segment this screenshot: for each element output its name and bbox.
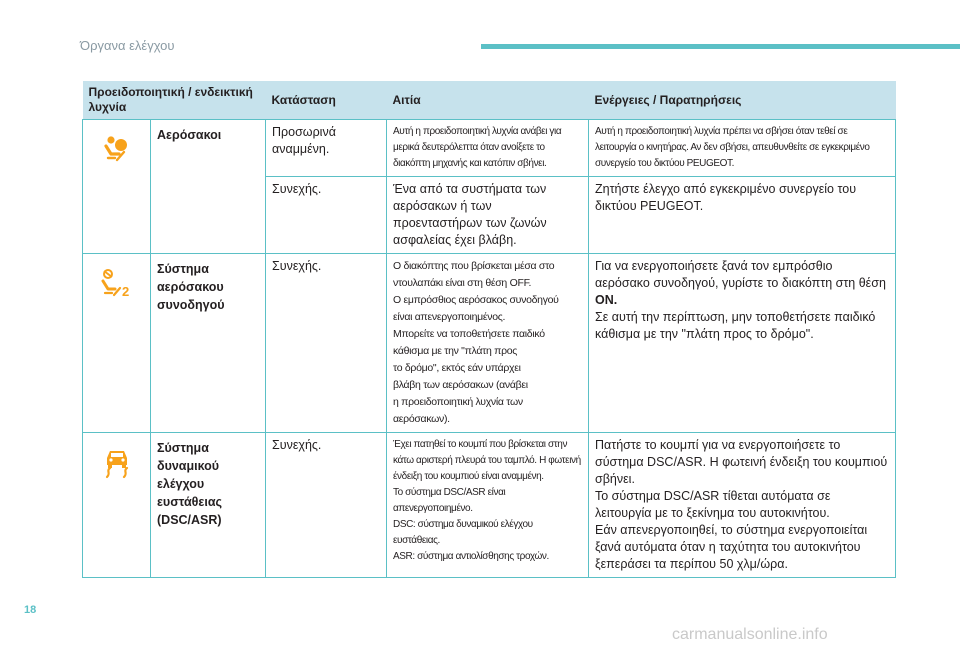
cause-line: Μπορείτε να τοποθετήσετε παιδικό bbox=[393, 328, 545, 340]
action-line: σύστημα DSC/ASR. Η φωτεινή ένδειξη του κουμπιού bbox=[595, 455, 888, 469]
cause-line: είναι απενεργοποιημένος. bbox=[393, 311, 506, 323]
header-accent-line bbox=[481, 44, 960, 49]
action-line: ON. bbox=[595, 293, 618, 307]
table-header-row bbox=[83, 81, 896, 120]
action-line: αερόσακο συνοδηγού, γυρίστε το διακόπτη στη θέση bbox=[595, 276, 886, 290]
lamp-name: Σύστημα δυναμικού ελέγχου ευστάθειας (DSC/ASR) bbox=[151, 433, 266, 578]
airbag-warning-icon bbox=[102, 153, 132, 167]
cause-line: ντουλαπάκι είναι στη θέση OFF. bbox=[393, 277, 532, 289]
page-number: 18 bbox=[24, 604, 37, 616]
cause-line: ASR: σύστημα αντιολίσθησης τροχών. bbox=[393, 551, 549, 562]
action-line: Εάν απενεργοποιηθεί, το σύστημα ενεργοποιείται bbox=[595, 523, 868, 537]
cause-line: Έχει πατηθεί το κουμπί που βρίσκεται στην bbox=[393, 439, 568, 450]
lamp-name: Σύστημα αερόσακου συνοδηγού bbox=[151, 254, 266, 433]
cause-line: κάτω αριστερή πλευρά του ταμπλό. Η φωτεινή bbox=[393, 455, 581, 466]
cause-line: το δρόμο", εκτός εάν υπάρχει bbox=[393, 362, 521, 374]
icon-cell bbox=[83, 120, 151, 254]
action-line: σβήνει. bbox=[595, 472, 635, 486]
icon-cell bbox=[83, 254, 151, 433]
icon-cell bbox=[83, 433, 151, 578]
action-line: ξανά αυτόματα όταν η ταχύτητα του αυτοκινήτου bbox=[595, 540, 861, 554]
cause-line: αερόσακων). bbox=[393, 413, 450, 425]
action-line: Πατήστε το κουμπί για να ενεργοποιήσετε το bbox=[595, 438, 841, 452]
action-cell bbox=[589, 254, 896, 433]
table-row bbox=[83, 120, 896, 177]
cause-cell bbox=[387, 433, 589, 578]
cause-cell: Ένα από τα συστήματα των αερόσακων ή των προενταστήρων των ζωνών ασφαλείας έχει βλάβη. bbox=[387, 177, 589, 254]
cause-line: κάθισμα με την "πλάτη προς bbox=[393, 345, 518, 357]
action-cell: Ζητήστε έλεγχο από εγκεκριμένο συνεργείο του δικτύου PEUGEOT. bbox=[589, 177, 896, 254]
cause-line: ένδειξη του κουμπιού είναι αναμμένη. bbox=[393, 471, 544, 482]
action-cell bbox=[589, 433, 896, 578]
cause-line: Ο διακόπτης που βρίσκεται μέσα στο bbox=[393, 260, 555, 272]
action-line: Σε αυτή την περίπτωση, μην τοποθετήσετε παιδικό bbox=[595, 310, 876, 324]
action-line: ξεπεράσει τα περίπου 50 χλμ/ώρα. bbox=[595, 557, 788, 571]
state-cell: Συνεχής. bbox=[266, 433, 387, 578]
page-section-title: Όργανα ελέγχου bbox=[80, 38, 175, 53]
table-row bbox=[83, 254, 896, 433]
watermark: carmanualsonline.info bbox=[672, 626, 828, 643]
cause-cell: Αυτή η προειδοποιητική λυχνία ανάβει για μερικά δευτερόλεπτα όταν ανοίξετε το διακόπτη μηχανής και κατόπιν σβήνει. bbox=[387, 120, 589, 177]
cause-line: DSC: σύστημα δυναμικού ελέγχου bbox=[393, 519, 533, 530]
cause-line: απενεργοποιημένο. bbox=[393, 503, 473, 514]
cause-line: Ο εμπρόσθιος αερόσακος συνοδηγού bbox=[393, 294, 559, 306]
action-line: κάθισμα με την "πλάτη προς το δρόμο". bbox=[595, 327, 814, 341]
state-cell: Συνεχής. bbox=[266, 177, 387, 254]
table-row bbox=[83, 433, 896, 578]
cause-line: βλάβη των αερόσακων (ανάβει bbox=[393, 379, 528, 391]
action-line: Για να ενεργοποιήσετε ξανά τον εμπρόσθιο bbox=[595, 259, 833, 273]
action-cell: Αυτή η προειδοποιητική λυχνία πρέπει να σβήσει όταν τεθεί σε λειτουργία ο κινητήρας. Αν δεν σβήσει, απευθυνθείτε σε εγκεκριμένο συνεργείο του δικτύου PEUGEOT. bbox=[589, 120, 896, 177]
state-cell: Συνεχής. bbox=[266, 254, 387, 433]
header-lamp: Προειδοποιητική / ενδεικτική λυχνία bbox=[83, 81, 266, 120]
header-actions: Ενέργειες / Παρατηρήσεις bbox=[589, 81, 896, 120]
state-cell: Προσωρινά αναμμένη. bbox=[266, 120, 387, 177]
lamp-name: Αερόσακοι bbox=[151, 120, 266, 254]
airbag-icon-label: 2 bbox=[121, 284, 129, 298]
warning-lamps-table bbox=[82, 81, 896, 578]
passenger-airbag-off-icon bbox=[100, 284, 134, 301]
cause-line: η προειδοποιητική λυχνία των bbox=[393, 396, 523, 408]
cause-line: Το σύστημα DSC/ASR είναι bbox=[393, 487, 506, 498]
cause-line: ευστάθειας. bbox=[393, 535, 440, 546]
cause-cell bbox=[387, 254, 589, 433]
header-cause: Αιτία bbox=[387, 81, 589, 120]
action-line: Το σύστημα DSC/ASR τίθεται αυτόματα σε bbox=[595, 489, 831, 503]
action-line: λειτουργία με το ξεκίνημα του αυτοκινήτου. bbox=[595, 506, 830, 520]
dsc-asr-icon bbox=[102, 468, 132, 482]
header-state: Κατάσταση bbox=[266, 81, 387, 120]
